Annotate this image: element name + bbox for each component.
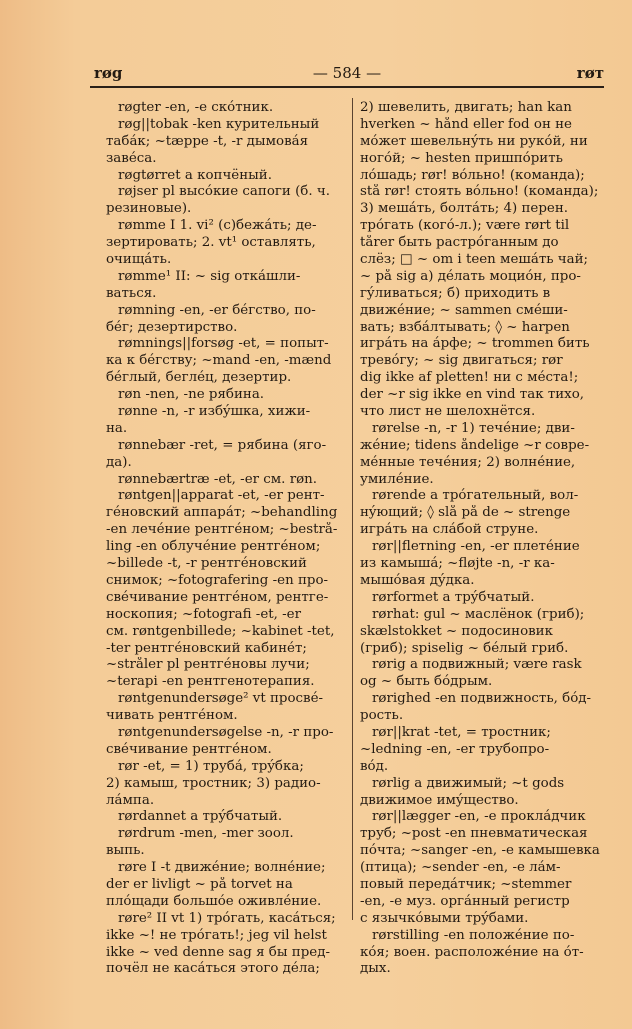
entry-line: rør||lægger -en, -e проклáдчик bbox=[372, 809, 586, 825]
entry-line: плóщади большóе оживлéние. bbox=[106, 893, 322, 909]
entry-line: røjser pl высóкие сапоги (б. ч. bbox=[118, 184, 330, 200]
entry-line: с язычкóвыми трýбами. bbox=[360, 910, 529, 926]
entry-line: завéса. bbox=[106, 150, 157, 166]
entry-line: ~ledning -en, -er трубопро- bbox=[360, 741, 550, 757]
entry-line: rørlig a движимый; ~t gods bbox=[372, 775, 565, 791]
entry-line: зертировать; 2. vt¹ оставлять, bbox=[106, 235, 316, 251]
entry-line: движéние; ~ sammen смéши- bbox=[360, 302, 568, 318]
entry-line: гýливаться; б) приходить в bbox=[360, 285, 551, 301]
entry-line: rømme¹ II: ~ sig откáшли- bbox=[118, 268, 301, 284]
entry-line: умилéние. bbox=[360, 471, 434, 487]
entry-line: бéглый, беглéц, дезертир. bbox=[106, 370, 292, 386]
entry-line: резиновые). bbox=[106, 201, 192, 217]
column-divider bbox=[352, 98, 353, 920]
entry-line: rør||krat -tet, = тростник; bbox=[372, 724, 551, 740]
entry-line: ~ på sig а) дéлать моциóн, про- bbox=[360, 268, 581, 284]
entry-line: rørhat: gul ~ маслёнок (гриб); bbox=[372, 606, 585, 622]
entry-line: движимое имýщество. bbox=[360, 792, 519, 808]
entry-line: 2) камыш, тростник; 3) радио- bbox=[106, 775, 321, 791]
entry-line: ~billede -t, -r рентгéновский bbox=[106, 556, 307, 572]
entry-line: rømnings||forsøg -et, = попыт- bbox=[118, 336, 329, 352]
entry-line: ikke ~! не трóгать!; jeg vil helst bbox=[106, 927, 327, 943]
entry-line: røntgen||apparat -et, -er рент- bbox=[118, 488, 325, 504]
entry-line: снимок; ~fotografering -en про- bbox=[106, 572, 329, 588]
entry-line: røgter -en, -e скóтник. bbox=[118, 100, 274, 115]
entry-line: 3) мешáть, болтáть; 4) перен. bbox=[360, 201, 568, 217]
entry-line: из камышá; ~fløjte -n, -r ка- bbox=[360, 556, 555, 572]
entry-line: пóчта; ~sanger -en, -e камышевка bbox=[360, 843, 600, 859]
entry-line: очищáть. bbox=[106, 252, 172, 268]
entry-line: ~stråler pl рентгéновы лучи; bbox=[106, 657, 310, 673]
entry-line: кóя; воен. расположéние на óт- bbox=[360, 944, 584, 960]
entry-line: (птица); ~sender -en, -e лáм- bbox=[360, 860, 561, 876]
entry-line: rømme I 1. vi² (с)бежáть; де- bbox=[118, 218, 317, 234]
entry-line: -en лечéние рентгéном; ~bestrå- bbox=[106, 522, 338, 538]
entry-line: рость. bbox=[360, 708, 404, 724]
entry-line: der ~r sig ikke en vind так тихо, bbox=[360, 387, 585, 403]
entry-line: лáмпа. bbox=[106, 792, 155, 808]
entry-line: tårer быть растрóганным до bbox=[360, 235, 559, 251]
right-column bbox=[360, 100, 614, 978]
entry-line: rør -et, = 1) трубá, трýбка; bbox=[118, 758, 304, 774]
entry-line: нýющий; ◊ slå på de ~ strenge bbox=[360, 505, 571, 521]
entry-line: выпь. bbox=[106, 843, 145, 859]
entry-line: ikke ~ ved denne sag я бы пред- bbox=[106, 944, 330, 960]
entry-line: røgtørret a копчёный. bbox=[118, 167, 272, 183]
entry-line: røntgenundersøge² vt просвé- bbox=[118, 691, 324, 707]
entry-line: rørstilling -en положéние по- bbox=[372, 927, 575, 943]
entry-line: (гриб); spiselig ~ бéлый гриб. bbox=[360, 640, 569, 656]
entry-line: rønnebærtræ -et, -er см. røn. bbox=[118, 471, 318, 487]
entry-line: гéновский аппарáт; ~behandling bbox=[106, 505, 338, 521]
left-guide-word: røg bbox=[94, 64, 123, 82]
left-column bbox=[106, 100, 344, 978]
entry-line: røntgenundersøgelse -n, -r про- bbox=[118, 724, 334, 740]
entry-line: rørdannet a трýбчатый. bbox=[118, 809, 283, 825]
entry-line: rønne -n, -r избýшка, хижи- bbox=[118, 404, 311, 420]
entry-line: og ~ быть бóдрым. bbox=[360, 674, 493, 690]
entry-line: трóгать (когó-л.); være rørt til bbox=[360, 218, 570, 234]
entry-line: жéние; tidens åndelige ~r совре- bbox=[360, 437, 590, 453]
entry-line: что лист не шелохнётся. bbox=[360, 404, 536, 420]
entry-line: тревóгу; ~ sig двигаться; rør bbox=[360, 353, 563, 369]
entry-line: вать; взбáлтывать; ◊ ~ harpen bbox=[360, 319, 570, 335]
entry-line: rørdrum -men, -mer зоол. bbox=[118, 826, 294, 842]
entry-line: дых. bbox=[360, 961, 391, 977]
entry-line: røn -nen, -ne рябина. bbox=[118, 387, 265, 403]
entry-line: табáк; ~tæppe -t, -r дымовáя bbox=[106, 133, 309, 149]
entry-line: мéнные течéния; 2) волнéние, bbox=[360, 454, 576, 470]
entry-line: hverken ~ hånd eller fod он не bbox=[360, 116, 572, 132]
entry-line: 2) шевелить, двигать; han kan bbox=[360, 100, 572, 115]
entry-line: ногóй; ~ hesten пришпóрить bbox=[360, 150, 563, 166]
entry-line: почёл не касáться этого дéла; bbox=[106, 961, 320, 977]
entry-line: мышóвая дýдка. bbox=[360, 572, 475, 588]
entry-line: rømning -en, -er бéгство, по- bbox=[118, 302, 316, 318]
header-rule bbox=[90, 86, 604, 88]
entry-line: свéчивание рентгéном, рентге- bbox=[106, 589, 329, 605]
entry-line: rørig a подвижный; være rask bbox=[372, 657, 582, 673]
entry-line: røre² II vt 1) трóгать, касáться; bbox=[118, 910, 336, 926]
entry-line: мóжет шевельнýть ни рукóй, ни bbox=[360, 133, 588, 149]
entry-line: игрáть на áрфе; ~ trommen бить bbox=[360, 336, 590, 352]
entry-line: ~terapi -en рентгенотерапия. bbox=[106, 674, 315, 690]
entry-line: ка к бéгству; ~mand -en, -mænd bbox=[106, 353, 332, 369]
entry-line: ling -en облучéние рентгéном; bbox=[106, 539, 321, 555]
entry-line: чивать рентгéном. bbox=[106, 708, 238, 724]
entry-line: слёз; □ ~ om i teen мешáть чай; bbox=[360, 252, 589, 268]
entry-line: stå rør! стоять вóльно! (команда); bbox=[360, 184, 599, 200]
entry-line: rørelse -n, -r 1) течéние; дви- bbox=[372, 420, 575, 436]
entry-line: rørformet a трýбчатый. bbox=[372, 589, 535, 605]
entry-line: rørende a трóгательный, вол- bbox=[372, 488, 579, 504]
entry-line: der er livligt ~ på torvet на bbox=[106, 876, 293, 892]
entry-line: røre I -t движéние; волнéние; bbox=[118, 860, 326, 876]
entry-line: на. bbox=[106, 420, 128, 436]
entry-line: вóд. bbox=[360, 758, 389, 774]
entry-line: свéчивание рентгéном. bbox=[106, 741, 272, 757]
entry-line: -ter рентгéновский кабинéт; bbox=[106, 640, 307, 656]
entry-line: skælstokket ~ подосиновик bbox=[360, 623, 553, 639]
entry-line: rørighed -en подвижность, бóд- bbox=[372, 691, 592, 707]
entry-line: dig ikke af pletten! ни с мéста!; bbox=[360, 370, 579, 386]
entry-line: труб; ~post -en пневматическая bbox=[360, 826, 588, 842]
entry-line: носкопия; ~fotografi -et, -er bbox=[106, 606, 302, 622]
entry-line: бéг; дезертирство. bbox=[106, 319, 238, 335]
entry-line: см. røntgenbillede; ~kabinet -tet, bbox=[106, 623, 335, 639]
entry-line: повый передáтчик; ~stemmer bbox=[360, 876, 572, 892]
entry-line: игрáть на слáбой струне. bbox=[360, 522, 539, 538]
entry-line: rønnebær -ret, = рябина (яго- bbox=[118, 437, 327, 453]
entry-line: røg||tobak -ken курительный bbox=[118, 116, 320, 132]
right-guide-word: røт bbox=[576, 64, 604, 82]
entry-line: -en, -e муз. оргáнный регистр bbox=[360, 893, 570, 909]
page-header bbox=[90, 64, 604, 84]
page-number: — 584 — bbox=[312, 64, 382, 82]
entry-line: rør||flетning -en, -er плетéние bbox=[372, 539, 580, 555]
entry-line: лóшадь; rør! вóльно! (команда); bbox=[360, 167, 585, 183]
entry-line: да). bbox=[106, 454, 132, 470]
entry-line: ваться. bbox=[106, 285, 157, 301]
